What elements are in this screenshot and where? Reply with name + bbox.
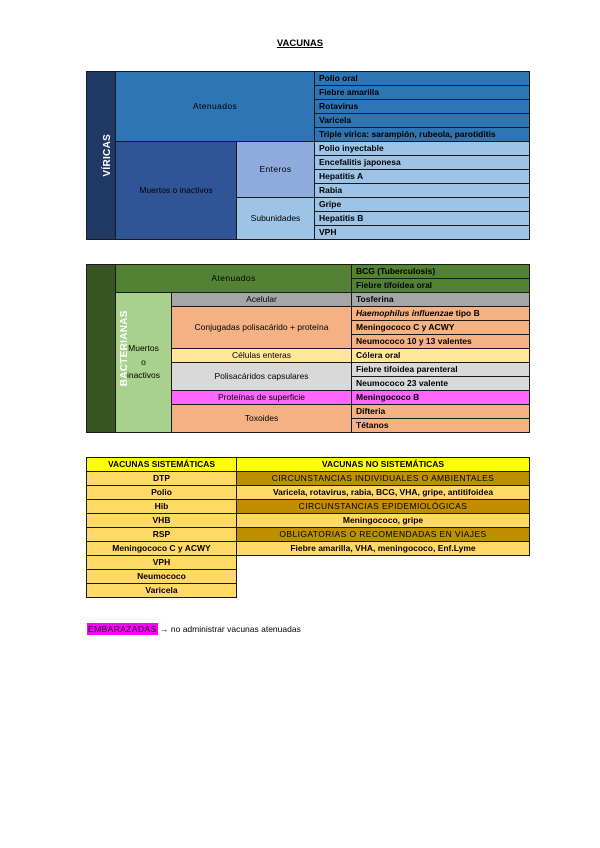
- bacterianas-toxoides-label: Toxoides: [172, 405, 352, 433]
- sistematica-item: Varicela: [87, 584, 237, 598]
- no-sistematica-vaccines: Varicela, rotavirus, rabia, BCG, VHA, gripe, antitifoidea: [237, 486, 530, 500]
- viricas-entero-item: Rabia: [315, 184, 530, 198]
- bacterianas-conjugada-item: Neumococo 10 y 13 valentes: [352, 335, 530, 349]
- arrow-icon: →: [160, 624, 169, 634]
- bacterianas-celulas-label: Células enteras: [172, 349, 352, 363]
- empty-cell: [237, 556, 530, 570]
- pregnancy-note: [87, 624, 301, 634]
- no-sistematica-vaccines: Fiebre amarilla, VHA, meningococo, Enf.Lyme: [237, 542, 530, 556]
- pregnancy-highlight: EMBARAZADAS: [88, 624, 157, 634]
- viricas-atenuados-label: Atenuados: [116, 72, 315, 142]
- viricas-side-label: VÍRICAS: [87, 72, 116, 240]
- page-title: VACUNAS: [276, 38, 324, 49]
- sistematica-item: DTP: [87, 472, 237, 486]
- sistematica-item: VPH: [87, 556, 237, 570]
- no-sistematica-vaccines: Meningococo, gripe: [237, 514, 530, 528]
- bacterianas-side-label: BACTERIANAS: [87, 265, 116, 433]
- bacterianas-atenuados-label: Atenuados: [116, 265, 352, 293]
- viricas-atenuado-item: Polio oral: [315, 72, 530, 86]
- bacterianas-atenuado-item: BCG (Tuberculosis): [352, 265, 530, 279]
- bacterianas-muertos-label: Muertos o inactivos: [116, 293, 172, 433]
- bacterianas-conjugada-item: Haemophilus influenzae tipo B: [352, 307, 530, 321]
- sistematica-item: RSP: [87, 528, 237, 542]
- sistematica-item: Polio: [87, 486, 237, 500]
- bacterianas-atenuado-item: Fiebre tifoidea oral: [352, 279, 530, 293]
- viricas-table: [86, 71, 530, 240]
- bacterianas-toxoide-item: Difteria: [352, 405, 530, 419]
- bacterianas-toxoide-item: Tétanos: [352, 419, 530, 433]
- viricas-subunidad-item: Hepatitis B: [315, 212, 530, 226]
- bacterianas-polisacaridos-label: Polisacáridos capsulares: [172, 363, 352, 391]
- viricas-entero-item: Encefalitis japonesa: [315, 156, 530, 170]
- viricas-subunidad-item: VPH: [315, 226, 530, 240]
- no-sistematica-category: CIRCUNSTANCIAS EPIDEMIOLÓGICAS: [237, 500, 530, 514]
- viricas-atenuado-item: Rotavirus: [315, 100, 530, 114]
- viricas-subunidad-item: Gripe: [315, 198, 530, 212]
- empty-cell: [237, 570, 530, 584]
- sistematicas-header: VACUNAS SISTEMÁTICAS: [87, 458, 237, 472]
- bacterianas-acelular-item: Tosferina: [352, 293, 530, 307]
- bacterianas-proteinas-item: Meningococo B: [352, 391, 530, 405]
- viricas-atenuado-item: Triple vírica: sarampión, rubeola, parotiditis: [315, 128, 530, 142]
- viricas-entero-item: Polio inyectable: [315, 142, 530, 156]
- sistematicas-table: [86, 457, 530, 598]
- bacterianas-conjugada-item: Meningococo C y ACWY: [352, 321, 530, 335]
- viricas-atenuado-item: Varicela: [315, 114, 530, 128]
- bacterianas-polisacarido-item: Fiebre tifoidea parenteral: [352, 363, 530, 377]
- empty-cell: [237, 584, 530, 598]
- viricas-enteros-label: Enteros: [237, 142, 315, 198]
- bacterianas-conjugadas-label: Conjugadas polisacárido + proteína: [172, 307, 352, 349]
- viricas-subunidades-label: Subunidades: [237, 198, 315, 240]
- bacterianas-acelular-label: Acelular: [172, 293, 352, 307]
- bacterianas-celulas-item: Cólera oral: [352, 349, 530, 363]
- pregnancy-note-text: no administrar vacunas atenuadas: [168, 624, 301, 634]
- no-sistematica-category: CIRCUNSTANCIAS INDIVIDUALES O AMBIENTALES: [237, 472, 530, 486]
- no-sistematica-category: OBLIGATORIAS O RECOMENDADAS EN VIAJES: [237, 528, 530, 542]
- bacterianas-proteinas-label: Proteínas de superficie: [172, 391, 352, 405]
- no-sistematicas-header: VACUNAS NO SISTEMÁTICAS: [237, 458, 530, 472]
- sistematica-item: Meningococo C y ACWY: [87, 542, 237, 556]
- bacterianas-polisacarido-item: Neumococo 23 valente: [352, 377, 530, 391]
- viricas-atenuado-item: Fiebre amarilla: [315, 86, 530, 100]
- viricas-entero-item: Hepatitis A: [315, 170, 530, 184]
- sistematica-item: Hib: [87, 500, 237, 514]
- bacterianas-table: [86, 264, 530, 433]
- sistematica-item: VHB: [87, 514, 237, 528]
- sistematica-item: Neumococo: [87, 570, 237, 584]
- viricas-muertos-label: Muertos o inactivos: [116, 142, 237, 240]
